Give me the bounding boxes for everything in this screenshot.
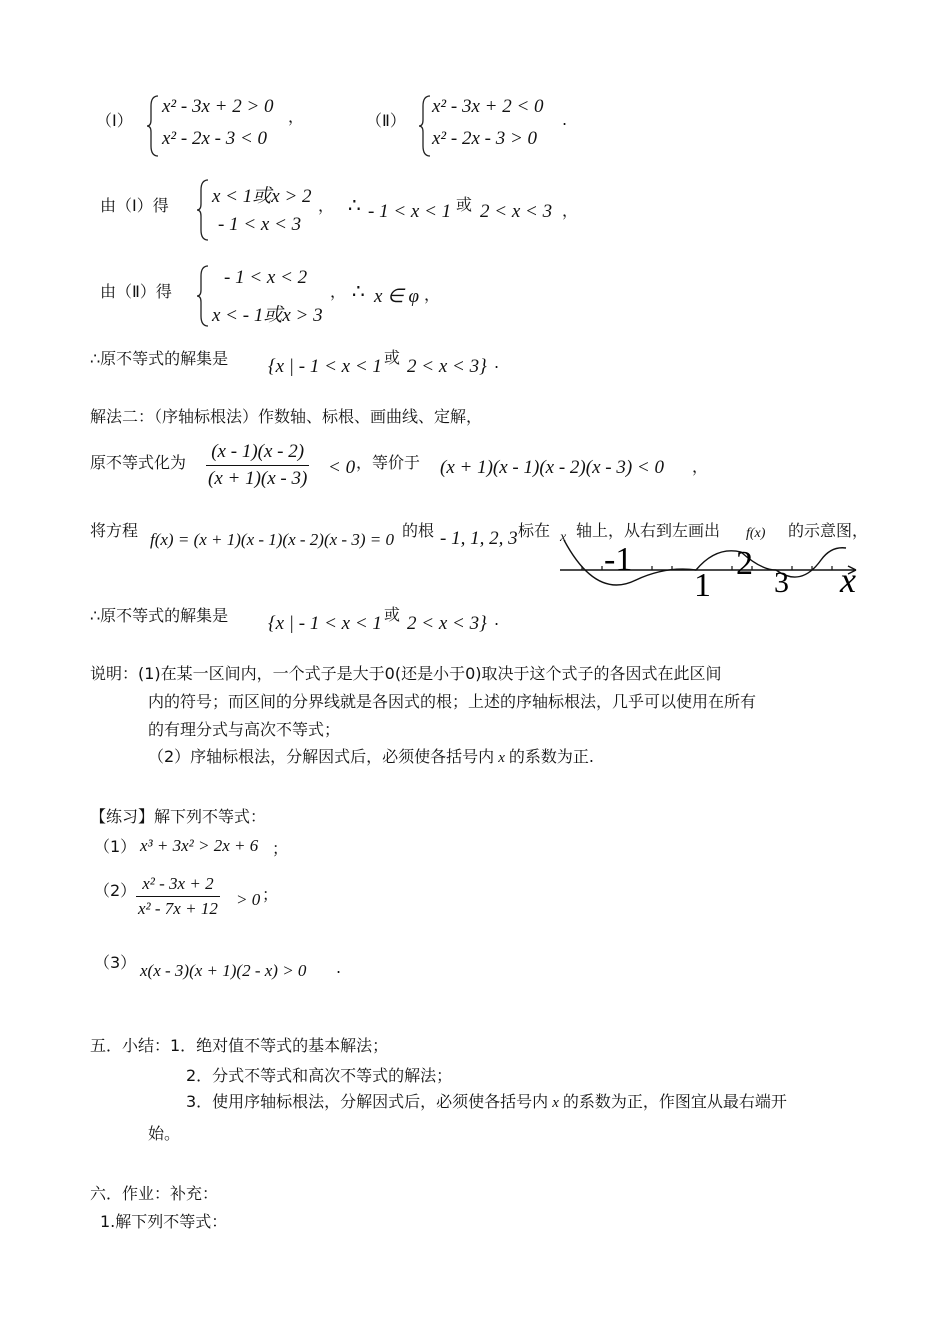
practice-2-label: （2） xyxy=(94,881,137,900)
notes-line-4 xyxy=(148,743,594,772)
notes-line-1: 说明：(1)在某一区间内，一个式子是大于0(还是小于0)取决于这个式子的各因式在此区间 xyxy=(90,664,722,683)
equation-roots-label: 的根 xyxy=(402,521,435,540)
system-I-line1: x² - 3x + 2 > 0 xyxy=(162,96,274,117)
notes-line-4-x: x xyxy=(498,750,505,766)
notes-line-4-a: （2）序轴标根法，分解因式后，必须使各括号内 xyxy=(148,747,495,766)
summary-item-3-x: x xyxy=(552,1095,559,1111)
transform-end: ， xyxy=(692,457,709,476)
axis-label-x: x xyxy=(840,560,856,600)
homework-item-1: 1.解下列不等式： xyxy=(100,1212,228,1231)
from-I-sep: ， xyxy=(318,196,335,215)
solution-set-1-a: {x | - 1 < x < 1 xyxy=(268,356,382,377)
practice-2-numerator: x² - 3x + 2 xyxy=(142,874,214,893)
method-two-heading: 解法二：（序轴标根法）作数轴、标根、画曲线、定解， xyxy=(90,407,483,426)
solution-set-1-b: 2 < x < 3} xyxy=(407,356,487,377)
fraction-bar xyxy=(136,896,220,897)
therefore-symbol: ∴ xyxy=(348,193,361,217)
practice-1-label: （1） xyxy=(94,837,137,856)
from-II-sep: ， xyxy=(330,282,347,301)
summary-item-3-continued: 始。 xyxy=(148,1124,181,1143)
practice-3-label: （3） xyxy=(94,953,137,972)
from-II-prefix: 由（Ⅱ）得 xyxy=(100,282,172,301)
notes-line-4-b: 的系数为正. xyxy=(508,747,594,766)
solution-set-2-or: 或 xyxy=(384,605,401,624)
solution-set-1-text: ∴原不等式的解集是 xyxy=(90,349,229,368)
from-I-prefix: 由（Ⅰ）得 xyxy=(100,196,169,215)
practice-3-expression: x(x - 3)(x + 1)(2 - x) > 0 xyxy=(140,961,307,980)
equation-formula: f(x) = (x + 1)(x - 1)(x - 2)(x - 3) = 0 xyxy=(150,530,394,549)
notes-line-2: 内的符号；而区间的分界线就是各因式的根；上述的序轴标根法，几乎可以使用在所有 xyxy=(148,692,757,711)
practice-1-expression: x³ + 3x² > 2x + 6 xyxy=(140,836,259,855)
summary-title: 五．小结：1．绝对值不等式的基本解法； xyxy=(90,1036,389,1055)
therefore-symbol: ∴ xyxy=(352,279,365,303)
root-label-three: 3 xyxy=(774,566,789,599)
practice-1-end: ； xyxy=(272,839,289,858)
equation-prefix: 将方程 xyxy=(90,521,139,540)
number-line-diagram xyxy=(556,540,876,600)
practice-2-relation: > 0 xyxy=(236,890,261,909)
root-label-one: 1 xyxy=(694,567,711,600)
homework-title: 六．作业：补充： xyxy=(90,1184,219,1203)
summary-item-2: 2．分式不等式和高次不等式的解法； xyxy=(186,1066,453,1085)
system-II-line2: x² - 2x - 3 > 0 xyxy=(432,128,538,149)
solution-set-1-or: 或 xyxy=(384,348,401,367)
from-II-end: ， xyxy=(424,285,441,304)
solution-set-2-a: {x | - 1 < x < 1 xyxy=(268,613,382,634)
solution-set-1-end: . xyxy=(494,353,500,372)
root-label-two: 2 xyxy=(736,545,753,582)
system-II-line1: x² - 3x + 2 < 0 xyxy=(432,96,544,117)
summary-item-3-a: 3．使用序轴标根法，分解因式后，必须使各括号内 xyxy=(186,1092,549,1111)
left-brace-icon xyxy=(196,264,210,328)
from-I-or: 或 xyxy=(456,195,473,214)
from-II-line2: x < - 1或x > 3 xyxy=(212,305,323,326)
left-brace-icon xyxy=(146,94,160,158)
fraction-bar xyxy=(206,465,309,466)
solution-set-2-end: . xyxy=(494,610,500,629)
root-label-minus-one: -1 xyxy=(604,541,633,578)
from-I-line1: x < 1或x > 2 xyxy=(212,186,312,207)
transform-fraction xyxy=(206,441,309,490)
summary-item-3-b: 的系数为正，作图宜从最右端开 xyxy=(562,1092,787,1111)
from-II-line1: - 1 < x < 2 xyxy=(224,267,308,288)
left-brace-icon xyxy=(196,178,210,242)
from-I-result-2: 2 < x < 3 xyxy=(480,201,553,222)
practice-2-end: ； xyxy=(262,885,279,904)
transform-denominator: (x + 1)(x - 3) xyxy=(208,468,308,489)
system-I-label: （Ⅰ） xyxy=(96,111,133,130)
practice-title: 【练习】解下列不等式： xyxy=(90,807,267,826)
transform-relation: < 0 xyxy=(328,457,356,478)
transform-prefix: 原不等式化为 xyxy=(90,453,187,472)
practice-2-fraction xyxy=(136,874,220,919)
equation-roots: - 1, 1, 2, 3 xyxy=(440,528,518,549)
from-II-result: x ∈ φ xyxy=(374,286,419,307)
summary-item-3 xyxy=(186,1088,787,1117)
practice-2-denominator: x² - 7x + 12 xyxy=(138,899,218,918)
left-brace-icon xyxy=(418,94,432,158)
system-II-sep: . xyxy=(562,110,568,129)
from-I-result-1: - 1 < x < 1 xyxy=(368,201,452,222)
system-I-line2: x² - 2x - 3 < 0 xyxy=(162,128,268,149)
solution-set-2-b: 2 < x < 3} xyxy=(407,613,487,634)
transform-mid: ，等价于 xyxy=(356,453,421,472)
system-II-label: （Ⅱ） xyxy=(366,111,406,130)
equation-x: x xyxy=(560,530,567,545)
equation-fx: f(x) xyxy=(746,526,766,541)
transform-numerator: (x - 1)(x - 2) xyxy=(211,441,305,462)
equation-end: 的示意图， xyxy=(788,521,869,540)
system-I-sep: ， xyxy=(288,107,305,126)
practice-3-end: . xyxy=(336,958,342,977)
from-I-line2: - 1 < x < 3 xyxy=(218,214,302,235)
notes-line-3: 的有理分式与高次不等式； xyxy=(148,720,341,739)
from-I-end: ， xyxy=(562,201,579,220)
equation-axis-text: 轴上，从右到左画出 xyxy=(576,521,721,540)
solution-set-2-text: ∴原不等式的解集是 xyxy=(90,606,229,625)
equation-mark: 标在 xyxy=(518,521,551,540)
transform-equivalent: (x + 1)(x - 1)(x - 2)(x - 3) < 0 xyxy=(440,457,664,478)
